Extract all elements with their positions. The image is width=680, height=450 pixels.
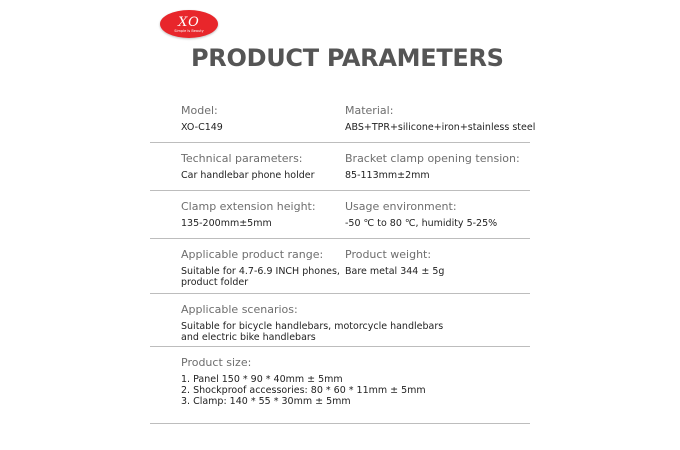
param-label: Model: [181, 104, 218, 117]
param-label: Applicable scenarios: [181, 303, 298, 316]
page-title: PRODUCT PARAMETERS [191, 44, 504, 72]
param-value: Car handlebar phone holder [181, 170, 315, 181]
param-product-range [181, 247, 341, 288]
param-label: Technical parameters: [181, 152, 303, 165]
table-row [150, 191, 530, 239]
param-material [345, 103, 545, 133]
size-item: 2. Shockproof accessories: 80 * 60 * 11mm ± 5mm [181, 385, 426, 396]
logo-text: XO [178, 14, 200, 30]
param-value: 135-200mm±5mm [181, 218, 272, 229]
table-row [150, 294, 530, 347]
table-row [150, 143, 530, 191]
param-value: 85-113mm±2mm [345, 170, 430, 181]
size-item: 3. Clamp: 140 * 55 * 30mm ± 5mm [181, 396, 351, 407]
param-usage-environment [345, 199, 545, 229]
param-scenarios [181, 302, 511, 343]
param-technical [181, 151, 341, 181]
param-label: Product size: [181, 356, 252, 369]
param-label: Clamp extension height: [181, 200, 316, 213]
param-label: Bracket clamp opening tension: [345, 152, 520, 165]
param-value: ABS+TPR+silicone+iron+stainless steel [345, 122, 536, 133]
logo-tagline: Simple Is Beauty [174, 28, 204, 33]
param-label: Usage environment: [345, 200, 457, 213]
param-value-line: Suitable for bicycle handlebars, motorcycle handlebars [181, 321, 444, 332]
table-row [150, 239, 530, 294]
param-value-line: and electric bike handlebars [181, 332, 316, 343]
param-clamp-tension [345, 151, 545, 181]
param-model [181, 103, 341, 133]
brand-logo [160, 10, 218, 38]
parameters-table [150, 95, 536, 424]
table-row [150, 95, 536, 143]
param-value: XO-C149 [181, 122, 223, 133]
param-extension-height [181, 199, 341, 229]
param-label: Material: [345, 104, 394, 117]
param-product-size [181, 355, 511, 407]
table-row [150, 347, 530, 424]
param-value: Bare metal 344 ± 5g [345, 266, 445, 277]
size-item: 1. Panel 150 * 90 * 40mm ± 5mm [181, 374, 343, 385]
param-product-weight [345, 247, 545, 277]
param-label: Applicable product range: [181, 248, 324, 261]
param-value-line: Suitable for 4.7-6.9 INCH phones, [181, 266, 340, 277]
param-value-line: product folder [181, 277, 249, 288]
param-label: Product weight: [345, 248, 432, 261]
param-value: -50 ℃ to 80 ℃, humidity 5-25% [345, 218, 498, 229]
